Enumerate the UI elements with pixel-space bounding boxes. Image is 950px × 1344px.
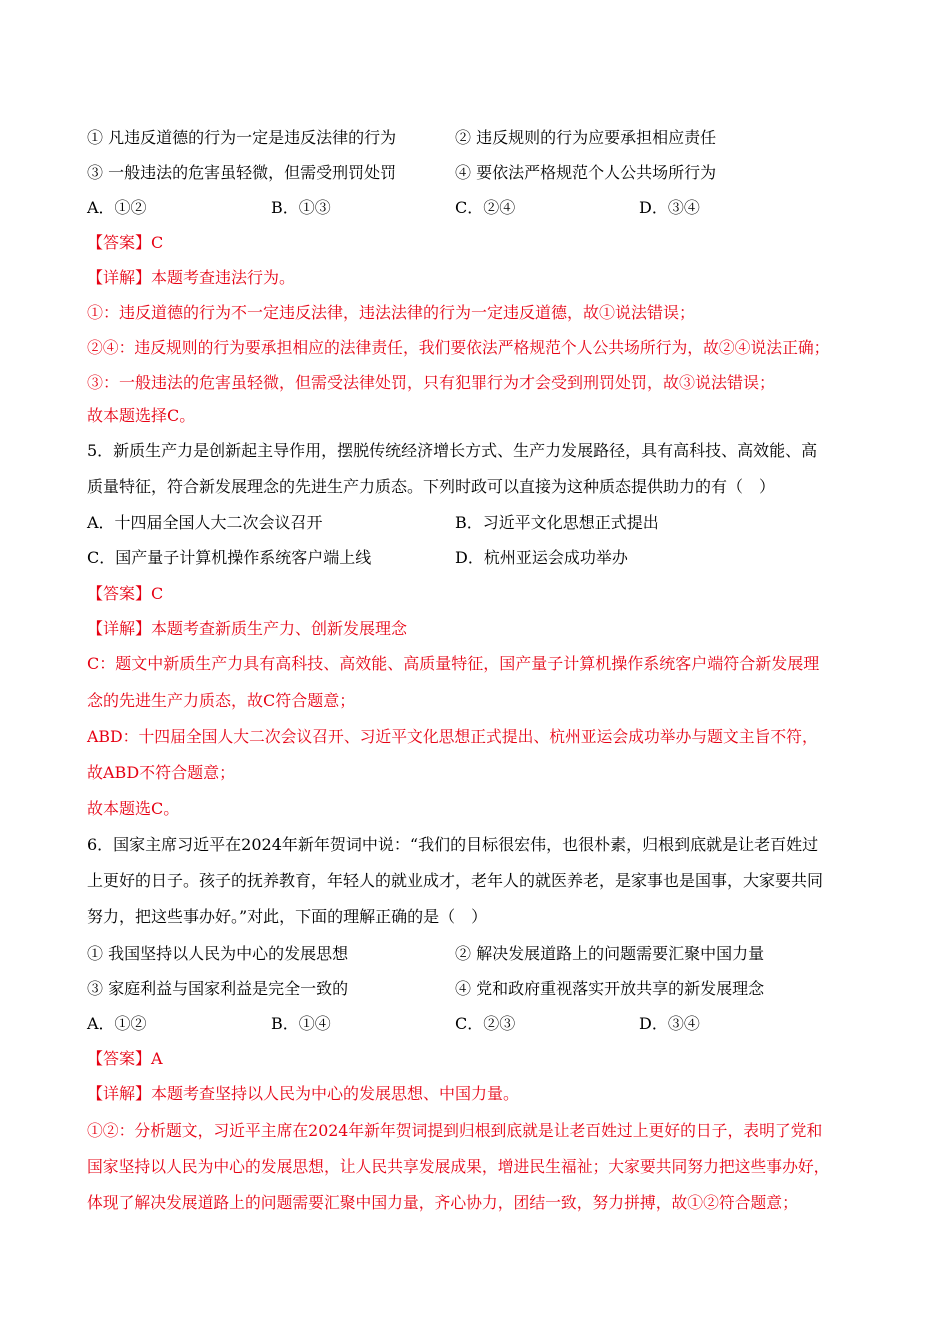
q4-explain-line: ③：一般违法的危害虽轻微，但需受法律处罚，只有犯罪行为才会受到刑罚处罚，故③说法错误； [87,373,776,392]
q6-stem-line: 上更好的日子。孩子的抚养教育，年轻人的就业成才，老年人的就医养老，是家事也是国事，大家要共同 [87,871,824,890]
q4-option-c: C．②④ [455,198,516,217]
q4-explain-line: 故本题选择C。 [87,406,196,425]
q4-statement-2: ② 违反规则的行为应要承担相应责任 [455,128,717,147]
q5-stem-line: 质量特征，符合新发展理念的先进生产力质态。下列时政可以直接为这种质态提供助力的有（ ） [87,477,776,496]
q5-option-d: D．杭州亚运会成功举办 [455,548,628,567]
q4-statement-3: ③ 一般违法的危害虽轻微，但需受刑罚处罚 [87,163,397,182]
q6-stem-line: 努力，把这些事办好。”对此，下面的理解正确的是（ ） [87,907,488,926]
q4-explain-title: 【详解】本题考查违法行为。 [87,268,296,287]
q5-explain-title: 【详解】本题考查新质生产力、创新发展理念 [87,619,408,638]
q6-stem-line: 6．国家主席习近平在2024年新年贺词中说：“我们的目标很宏伟，也很朴素，归根到底就是让老百姓过 [87,835,819,854]
q5-explain-line: C：题文中新质生产力具有高科技、高效能、高质量特征，国产量子计算机操作系统客户端符合新发展理 [87,654,820,673]
q4-answer: 【答案】C [87,233,164,252]
q6-option-d: D．③④ [639,1014,700,1033]
q6-answer: 【答案】A [87,1049,163,1068]
q4-option-b: B．①③ [271,198,331,217]
q4-statement-1: ① 凡违反道德的行为一定是违反法律的行为 [87,128,397,147]
q6-statement-3: ③ 家庭利益与国家利益是完全一致的 [87,979,349,998]
q4-statement-4: ④ 要依法严格规范个人公共场所行为 [455,163,717,182]
q6-option-a: A．①② [87,1014,147,1033]
q5-option-a: A．十四届全国人大二次会议召开 [87,513,323,532]
q6-statement-1: ① 我国坚持以人民为中心的发展思想 [87,944,349,963]
q5-explain-line: ABD：十四届全国人大二次会议召开、习近平文化思想正式提出、杭州亚运会成功举办与题文主旨不符， [87,727,818,746]
q6-explain-line: ①②：分析题文，习近平主席在2024年新年贺词提到归根到底就是让老百姓过上更好的日子，表明了党和 [87,1121,823,1140]
q5-explain-line: 念的先进生产力质态，故C符合题意； [87,691,356,710]
q4-option-a: A．①② [87,198,147,217]
q5-explain-line: 故ABD不符合题意； [87,763,236,782]
q6-explain-line: 体现了解决发展道路上的问题需要汇聚中国力量，齐心协力，团结一致，努力拼搏，故①②符合题意； [87,1193,798,1212]
q5-option-b: B．习近平文化思想正式提出 [455,513,659,532]
q6-statement-4: ④ 党和政府重视落实开放共享的新发展理念 [455,979,765,998]
q6-explain-title: 【详解】本题考查坚持以人民为中心的发展思想、中国力量。 [87,1084,520,1103]
q6-statement-2: ② 解决发展道路上的问题需要汇聚中国力量 [455,944,765,963]
q4-option-d: D．③④ [639,198,700,217]
q5-stem-line: 5．新质生产力是创新起主导作用，摆脱传统经济增长方式、生产力发展路径，具有高科技、高效能、高 [87,441,818,460]
q4-explain-line: ②④：违反规则的行为要承担相应的法律责任，我们要依法严格规范个人公共场所行为，故②④说法正确； [87,338,830,357]
q6-option-b: B．①④ [271,1014,331,1033]
q5-explain-line: 故本题选C。 [87,799,180,818]
q6-option-c: C．②③ [455,1014,516,1033]
q5-answer: 【答案】C [87,584,164,603]
q4-explain-line: ①：违反道德的行为不一定违反法律，违法法律的行为一定违反道德，故①说法错误； [87,303,696,322]
q6-explain-line: 国家坚持以人民为中心的发展思想，让人民共享发展成果，增进民生福祉；大家要共同努力把这些事办好， [87,1157,830,1176]
q5-option-c: C．国产量子计算机操作系统客户端上线 [87,548,372,567]
